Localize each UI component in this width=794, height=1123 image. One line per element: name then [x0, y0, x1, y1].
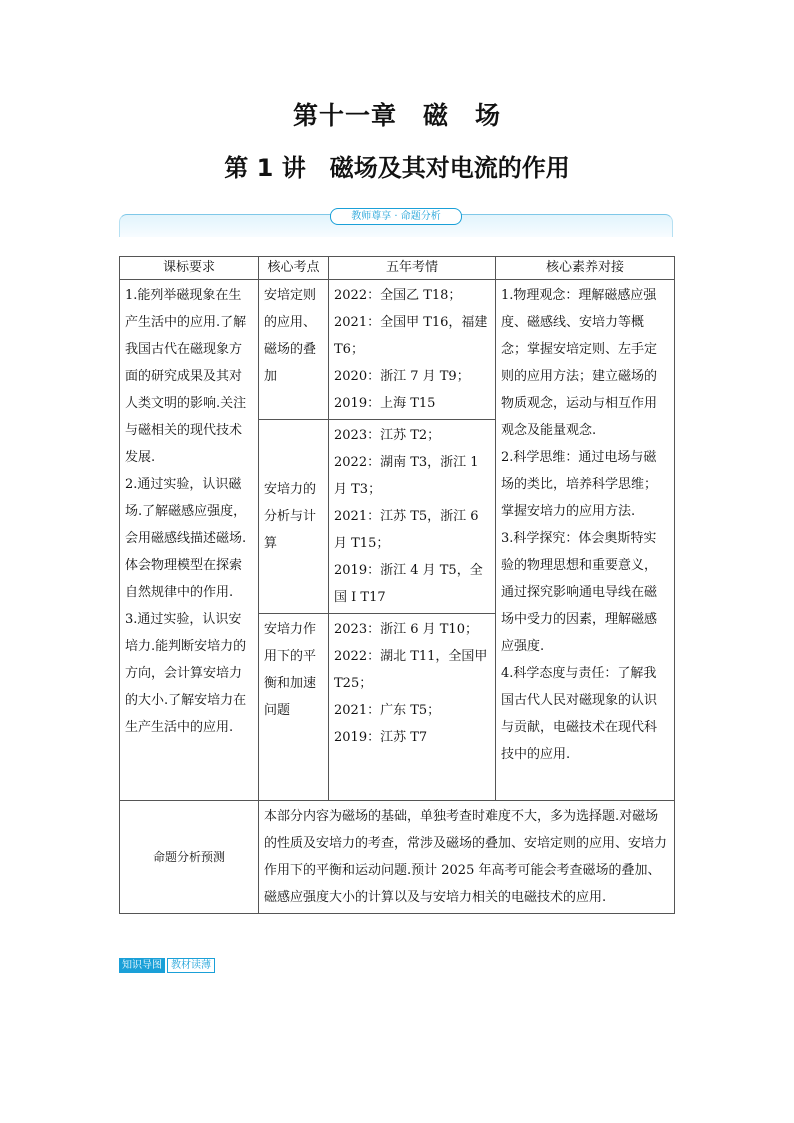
exam-entry: 2020：浙江 7 月 T9；: [334, 369, 470, 384]
exam-entry: 2022：全国乙 T18；: [334, 288, 462, 303]
exam-cell: [329, 614, 496, 801]
topic-cell: 安培定则的应用、磁场的叠加: [259, 280, 329, 420]
requirement-item: 2.通过实验，认识磁场.了解磁感应强度，会用磁感线描述磁场.体会物理模型在探索自然规律中的作用.: [125, 477, 247, 600]
tag-textbook[interactable]: 教材读薄: [167, 958, 215, 973]
prediction-row: [120, 801, 675, 914]
literacy-item: 3.科学探究：体会奥斯特实验的物理思想和重要意义，通过探究影响通电导线在磁场中受力的因素，理解磁感应强度.: [501, 531, 658, 654]
exam-entry: 2023：江苏 T2；: [334, 428, 441, 443]
requirements-cell: [120, 280, 259, 801]
exam-entry: 2021：江苏 T5，浙江 6 月 T15；: [334, 509, 479, 551]
analysis-table: [119, 256, 675, 914]
topic-cell: 安培力的分析与计算: [259, 420, 329, 614]
prediction-label: 命题分析预测: [120, 801, 259, 914]
requirement-item: 1.能列举磁现象在生产生活中的应用.了解我国古代在磁现象方面的研究成果及其对人类文明的影响.关注与磁相关的现代技术发展.: [125, 288, 247, 465]
exam-entry: 2022：湖北 T11，全国甲 T25；: [334, 649, 488, 691]
exam-entry: 2021：广东 T5；: [334, 703, 441, 718]
header-literacy: 核心素养对接: [496, 257, 675, 280]
table-header-row: [120, 257, 675, 280]
prediction-text: 本部分内容为磁场的基础，单独考查时难度不大，多为选择题.对磁场的性质及安培力的考查，常涉及磁场的叠加、安培定则的应用、安培力作用下的平衡和运动问题.预计 2025 年高考可能会考查磁场的叠加、磁感应强度大小的计算以及与安培力相关的电磁技术的应用.: [259, 801, 675, 914]
exam-entry: 2019：江苏 T7: [334, 730, 428, 745]
header-exams: 五年考情: [329, 257, 496, 280]
chapter-title: 第十一章 磁 场: [292, 101, 501, 130]
lecture-title: 第 1 讲 磁场及其对电流的作用: [224, 154, 570, 182]
header-requirements: 课标要求: [120, 257, 259, 280]
exam-entry: 2023：浙江 6 月 T10；: [334, 622, 478, 637]
teacher-banner: [119, 211, 673, 237]
literacy-item: 2.科学思维：通过电场与磁场的类比，培养科学思维；掌握安培力的应用方法.: [501, 450, 658, 519]
tag-knowledge-map[interactable]: 知识导图: [119, 958, 165, 973]
exam-entry: 2019：浙江 4 月 T5，全国 Ⅰ T17: [334, 563, 483, 605]
exam-cell: [329, 420, 496, 614]
literacy-item: 4.科学态度与责任：了解我国古代人民对磁现象的认识与贡献，电磁技术在现代科技中的应用.: [501, 666, 658, 762]
exam-entry: 2019：上海 T15: [334, 396, 436, 411]
literacy-cell: [496, 280, 675, 801]
exam-cell: [329, 280, 496, 420]
exam-entry: 2022：湖南 T3，浙江 1 月 T3；: [334, 455, 479, 497]
exam-entry: 2021：全国甲 T16，福建 T6；: [334, 315, 488, 357]
header-topics: 核心考点: [259, 257, 329, 280]
table-row: [120, 280, 675, 420]
section-tags: [119, 958, 215, 973]
literacy-item: 1.物理观念：理解磁感应强度、磁感线、安培力等概念；掌握安培定则、左手定则的应用方法；建立磁场的物质观念，运动与相互作用观念及能量观念.: [501, 288, 658, 438]
requirement-item: 3.通过实验，认识安培力.能判断安培力的方向，会计算安培力的大小.了解安培力在生产生活中的应用.: [125, 612, 247, 735]
banner-label: 教师尊享 · 命题分析: [330, 208, 462, 225]
topic-cell: 安培力作用下的平衡和加速问题: [259, 614, 329, 801]
